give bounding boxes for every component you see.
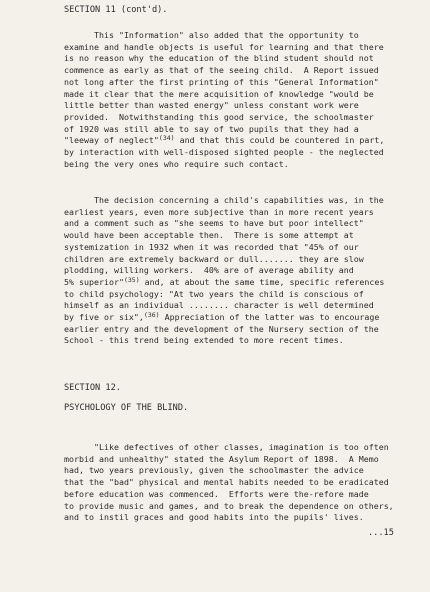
text-line: and to instil graces and good habits into the pupils' lives. [64,512,364,523]
text-line: to child psychology: "At two years the child is conscious of [64,288,364,299]
text-line: earlier entry and the development of the Nursery section of the [64,323,379,334]
text-line [64,135,416,147]
section-12-heading: SECTION 12. [64,383,121,393]
text-line: commence as early as that of the seeing child. A Report issued [64,65,379,76]
text-line: being the very ones who require such contact. [64,158,289,169]
text-line: had, two years previously, given the schoolmaster the advice [64,465,364,476]
text-fragment: and that this could be countered in part, [174,135,385,146]
text-line: provided. Notwithstanding this good service, the schoolmaster [64,111,374,122]
footnote-ref-35: (35) [123,275,140,284]
text-line: earliest years, even more subjective than in more recent years [64,206,374,217]
text-fragment: and, at about the same time, specific references [139,276,385,287]
text-fragment: Appreciation of the latter was to encourage [159,312,380,323]
text-line: before education was commenced. Efforts were the-refore made [64,488,369,499]
text-line: examine and handle objects is useful for learning and that there [64,41,384,52]
text-line [64,312,416,324]
paragraph-capabilities [64,195,416,347]
footnote-ref-36: (36) [143,311,160,320]
text-line: by interaction with well-disposed sighted people - the neglected [64,147,384,158]
footnote-ref-34: (34) [158,134,175,143]
text-line: little better than wasted energy" unless constant work were [64,100,359,111]
text-fragment: by five or six", [64,312,144,323]
text-line: children are extremely backward or dull....... they are slow [64,253,364,264]
text-line: The decision concerning a child's capabilities was, in the [64,195,384,205]
text-line: systemization in 1932 when it was recorded that "45% of our [64,241,359,252]
text-line [64,277,416,289]
text-fragment: 5% superior" [64,276,124,287]
paragraph-information [64,30,416,170]
text-line: that the "bad" physical and mental habits needed to be eradicated [64,477,389,488]
text-line: and a comment such as "she seems to have but poor intellect" [64,218,364,229]
text-line: to provide music and games, and to break the dependence on others, [64,500,394,511]
text-line: "Like defectives of other classes, imagination is too often [64,442,389,452]
text-line: is no reason why the education of the blind student should not [64,53,374,64]
text-line: not long after the first printing of this "General Information" [64,76,379,87]
section-12-title: PSYCHOLOGY OF THE BLIND. [64,403,189,413]
text-line: made it clear that the mere acquisition of knowledge "would be [64,88,374,99]
text-line: of 1920 was still able to say of two pupils that they had a [64,123,359,134]
section-heading-continued: SECTION 11 (cont'd). [64,5,168,15]
text-line: School - this trend being extended to more recent times. [64,335,344,346]
text-line: plodding, willing workers. 40% are of average ability and [64,265,354,276]
page-number: ...15 [368,528,394,538]
text-line: morbid and unhealthy" stated the Asylum Report of 1898. A Memo [64,453,379,464]
text-line: himself as an individual ........ character is well determined [64,300,374,311]
paragraph-psychology [64,442,416,524]
text-line: would have been acceptable then. There is some attempt at [64,230,354,241]
text-fragment: "leeway of neglect" [64,135,159,146]
text-line: This "Information" also added that the opportunity to [64,30,359,40]
